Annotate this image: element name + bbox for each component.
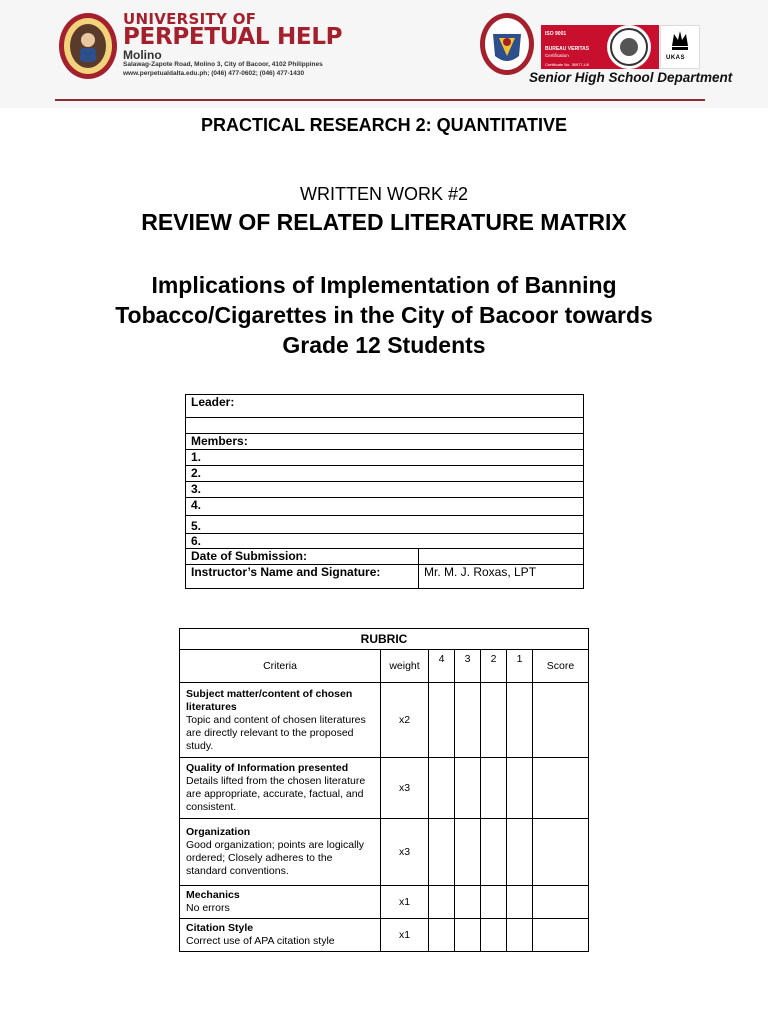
score-cell[interactable] — [533, 886, 589, 919]
level-2-header: 2 — [481, 650, 507, 683]
criterion-cell — [180, 819, 381, 886]
campus-name: Molino — [123, 48, 162, 62]
level-1-cell[interactable] — [507, 819, 533, 886]
level-1-cell[interactable] — [507, 919, 533, 952]
rubric-table — [179, 628, 589, 952]
level-3-cell[interactable] — [455, 919, 481, 952]
weight-value: x2 — [381, 683, 429, 758]
member-row[interactable]: 4. — [186, 498, 584, 516]
criterion-title: Citation Style — [186, 922, 254, 934]
level-2-cell[interactable] — [481, 919, 507, 952]
level-4-header: 4 — [429, 650, 455, 683]
criterion-cell — [180, 886, 381, 919]
criterion-cell — [180, 683, 381, 758]
instructor-label: Instructor’s Name and Signature: — [186, 565, 419, 589]
rubric-row — [180, 758, 589, 819]
level-4-cell[interactable] — [429, 819, 455, 886]
written-work-label: WRITTEN WORK #2 — [299, 184, 468, 204]
rubric-title: RUBRIC — [180, 629, 589, 650]
date-value[interactable] — [419, 549, 584, 565]
level-1-cell[interactable] — [507, 758, 533, 819]
senior-high-school-seal-logo — [479, 12, 535, 76]
criterion-title: Quality of Information presented — [186, 762, 349, 774]
criterion-title: Subject matter/content of chosen literatures — [186, 687, 353, 713]
rubric-row — [180, 919, 589, 952]
cert-number-text: Certificate No. 36977-UK — [545, 62, 590, 67]
leader-entry[interactable] — [186, 418, 584, 434]
university-address: Salawag-Zapote Road, Molino 3, City of Bacoor, 4102 Philippines — [123, 61, 323, 68]
rubric-row — [180, 683, 589, 758]
criterion-description: Details lifted from the chosen literature are appropriate, accurate, factual, and consistent. — [186, 775, 366, 813]
matrix-title: REVIEW OF RELATED LITERATURE MATRIX — [141, 209, 627, 235]
weight-value: x3 — [381, 758, 429, 819]
member-row[interactable]: 2. — [186, 466, 584, 482]
research-title: Implications of Implementation of Banning Tobacco/Cigarettes in the City of Bacoor towards Grade 12 Students — [115, 272, 653, 358]
criterion-description: No errors — [186, 902, 230, 914]
cert-iso-text: ISO 9001 — [545, 31, 567, 37]
criterion-cell — [180, 758, 381, 819]
criterion-title: Organization — [186, 826, 251, 838]
level-1-cell[interactable] — [507, 886, 533, 919]
weight-value: x1 — [381, 886, 429, 919]
criterion-description: Topic and content of chosen literatures are directly relevant to the proposed study. — [186, 713, 366, 752]
score-cell[interactable] — [533, 758, 589, 819]
level-3-cell[interactable] — [455, 683, 481, 758]
member-row[interactable]: 6. — [186, 534, 584, 549]
level-2-cell[interactable] — [481, 819, 507, 886]
university-seal-logo — [58, 12, 118, 80]
member-row[interactable]: 1. — [186, 450, 584, 466]
score-cell[interactable] — [533, 683, 589, 758]
score-cell[interactable] — [533, 919, 589, 952]
rubric-row — [180, 886, 589, 919]
criterion-title: Mechanics — [186, 889, 240, 901]
criterion-cell — [180, 919, 381, 952]
bureau-veritas-seal-icon — [605, 23, 653, 71]
department-name: Senior High School Department — [529, 70, 733, 85]
university-name-line2: PERPETUAL HELP — [123, 24, 343, 50]
criterion-description: Correct use of APA citation style — [186, 935, 335, 947]
level-2-cell[interactable] — [481, 886, 507, 919]
university-contact: www.perpetualdalta.edu.ph; (046) 477-0602; (046) 477-1430 — [123, 70, 305, 77]
level-2-cell[interactable] — [481, 683, 507, 758]
weight-value: x3 — [381, 819, 429, 886]
crown-icon — [670, 28, 690, 52]
score-cell[interactable] — [533, 819, 589, 886]
level-3-cell[interactable] — [455, 819, 481, 886]
level-1-cell[interactable] — [507, 683, 533, 758]
university-name-line1: UNIVERSITY OF — [123, 10, 257, 28]
group-info-table — [185, 394, 584, 589]
instructor-value: Mr. M. J. Roxas, LPT — [419, 565, 584, 589]
cert-body-text: BUREAU VERITAS — [545, 46, 590, 52]
criterion-description: Good organization; points are logically ordered; Closely adheres to the standard conventions. — [186, 839, 365, 877]
level-4-cell[interactable] — [429, 758, 455, 819]
criteria-header: Criteria — [180, 650, 381, 683]
cert-label-text: Certification — [545, 53, 569, 58]
member-row[interactable]: 3. — [186, 482, 584, 498]
level-4-cell[interactable] — [429, 919, 455, 952]
level-1-header: 1 — [507, 650, 533, 683]
weight-header: weight — [381, 650, 429, 683]
rubric-row — [180, 819, 589, 886]
member-row[interactable]: 5. — [186, 516, 584, 534]
members-label: Members: — [186, 434, 584, 450]
level-4-cell[interactable] — [429, 886, 455, 919]
course-title: PRACTICAL RESEARCH 2: QUANTITATIVE — [200, 115, 567, 135]
score-header: Score — [533, 650, 589, 683]
leader-label: Leader: — [186, 395, 584, 418]
level-3-cell[interactable] — [455, 758, 481, 819]
level-4-cell[interactable] — [429, 683, 455, 758]
ukas-text: UKAS — [666, 55, 686, 61]
level-2-cell[interactable] — [481, 758, 507, 819]
level-3-cell[interactable] — [455, 886, 481, 919]
level-3-header: 3 — [455, 650, 481, 683]
weight-value: x1 — [381, 919, 429, 952]
header-divider — [55, 99, 705, 101]
date-label: Date of Submission: — [186, 549, 419, 565]
